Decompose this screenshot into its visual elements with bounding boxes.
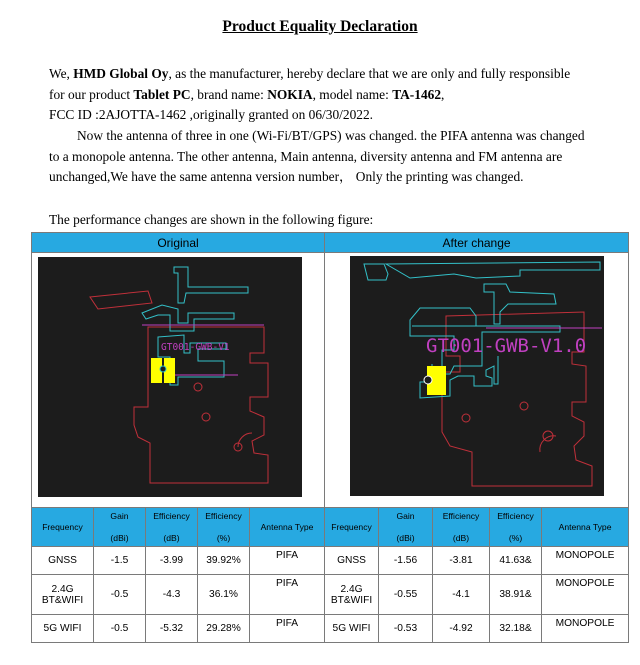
col-frequency-orig: Frequency bbox=[32, 508, 94, 547]
change-line-3: unchanged,We have the same antenna version number， Only the printing was changed. bbox=[49, 169, 524, 184]
document-title: Product Equality Declaration bbox=[222, 18, 418, 35]
fcc-id-line: FCC ID :2AJOTTA-1462 ,originally granted on 06/30/2022. bbox=[49, 107, 373, 122]
after-change-pcb-label: GT001-GWB-V1.0 bbox=[426, 335, 587, 357]
table-row: GNSS -1.5 -3.99 39.92% PIFA GNSS -1.56 -3.81 41.63& MONOPOLE bbox=[32, 547, 629, 575]
declaration-paragraph bbox=[49, 64, 609, 126]
after-change-header: After change bbox=[325, 233, 629, 253]
original-pcb-image bbox=[38, 257, 302, 497]
declaration-line-1: We, HMD Global Oy, as the manufacturer, hereby declare that we are only and fully responsible bbox=[49, 66, 571, 81]
model-name: TA-1462 bbox=[392, 86, 442, 102]
declaration-line-2: for our product Tablet PC, brand name: NOKIA, model name: TA-1462, bbox=[49, 86, 445, 102]
change-description-paragraph bbox=[49, 126, 609, 188]
figure-intro: The performance changes are shown in the following figure: bbox=[49, 212, 374, 227]
col-eff-db-new: Efficiency (dB) bbox=[433, 508, 490, 547]
original-header: Original bbox=[32, 233, 325, 253]
col-gain-orig: Gain (dBi) bbox=[94, 508, 146, 547]
change-line-2: to a monopole antenna. The other antenna, Main antenna, diversity antenna and FM antenna are bbox=[49, 148, 563, 164]
col-gain-new: Gain (dBi) bbox=[379, 508, 433, 547]
company-name: HMD Global Oy bbox=[73, 66, 169, 81]
original-pcb-label: GT001-GWB-V1 bbox=[161, 342, 230, 353]
col-antenna-type-orig: Antenna Type bbox=[250, 508, 325, 547]
table-row: 2.4G BT&WIFI -0.5 -4.3 36.1% PIFA 2.4G BT&WIFI -0.55 -4.1 38.91& MONOPOLE bbox=[32, 575, 629, 615]
col-antenna-type-new: Antenna Type bbox=[542, 508, 629, 547]
table-row: 5G WIFI -0.5 -5.32 29.28% PIFA 5G WIFI -0.53 -4.92 32.18& MONOPOLE bbox=[32, 615, 629, 643]
col-frequency-new: Frequency bbox=[325, 508, 379, 547]
brand-name: NOKIA bbox=[267, 86, 313, 102]
col-eff-pct-orig: Efficiency (%) bbox=[198, 508, 250, 547]
after-change-pcb-image bbox=[350, 256, 604, 496]
col-eff-pct-new: Efficiency (%) bbox=[490, 508, 542, 547]
change-line-1: Now the antenna of three in one (Wi-Fi/BT/GPS) was changed. the PIFA antenna was changed bbox=[77, 128, 585, 143]
col-eff-db-orig: Efficiency (dB) bbox=[146, 508, 198, 547]
product-name: Tablet PC bbox=[133, 86, 191, 102]
